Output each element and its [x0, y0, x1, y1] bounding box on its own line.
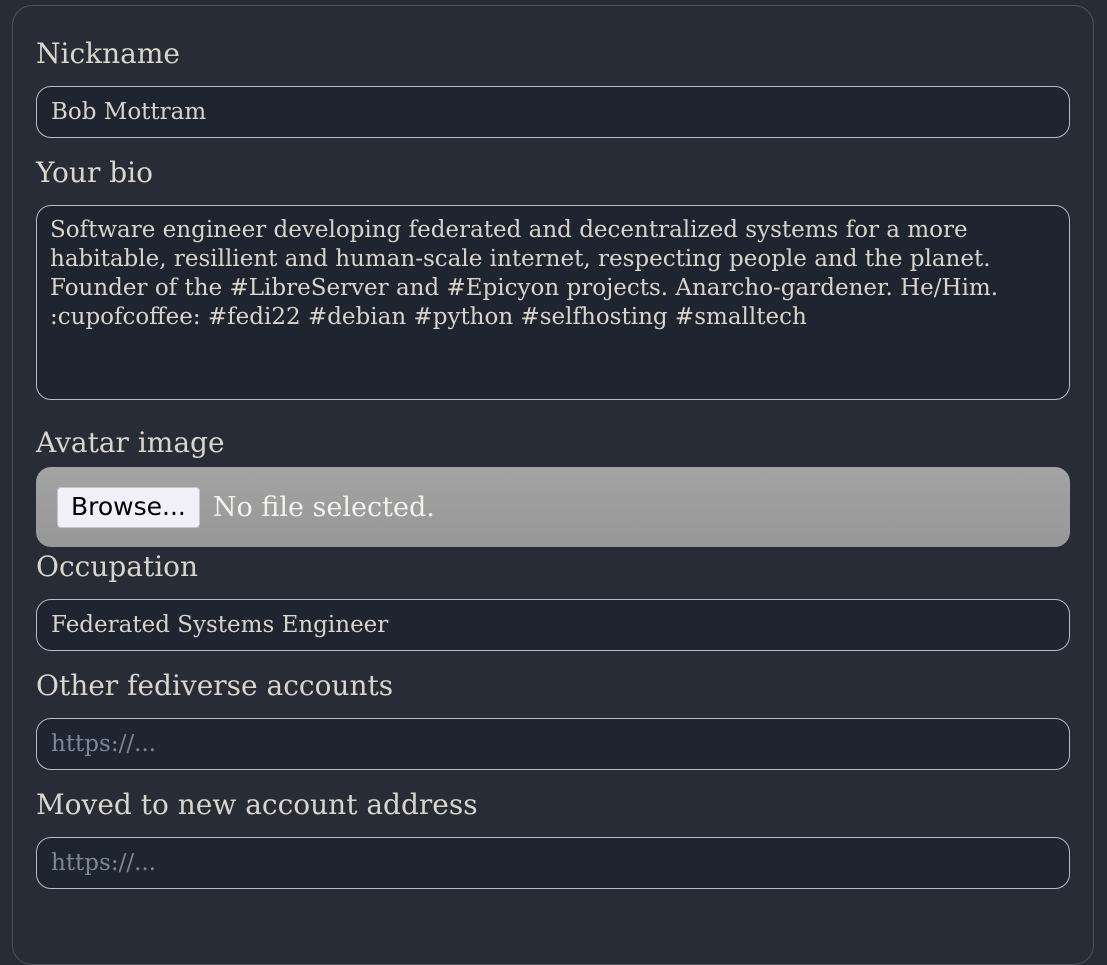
- bio-textarea[interactable]: [36, 205, 1070, 400]
- avatar-image-label: Avatar image: [36, 426, 225, 459]
- profile-form-panel: [12, 5, 1094, 965]
- occupation-input[interactable]: [36, 599, 1070, 651]
- occupation-label: Occupation: [36, 550, 199, 583]
- other-fediverse-accounts-label: Other fediverse accounts: [36, 669, 394, 702]
- bio-label: Your bio: [36, 156, 153, 189]
- nickname-label: Nickname: [36, 37, 180, 70]
- moved-to-new-account-input[interactable]: [36, 837, 1070, 889]
- browse-button[interactable]: Browse...: [57, 487, 200, 528]
- other-fediverse-accounts-input[interactable]: [36, 718, 1070, 770]
- file-selection-status: No file selected.: [212, 491, 435, 523]
- avatar-file-input[interactable]: [36, 467, 1070, 547]
- nickname-input[interactable]: [36, 86, 1070, 138]
- moved-to-new-account-label: Moved to new account address: [36, 788, 478, 821]
